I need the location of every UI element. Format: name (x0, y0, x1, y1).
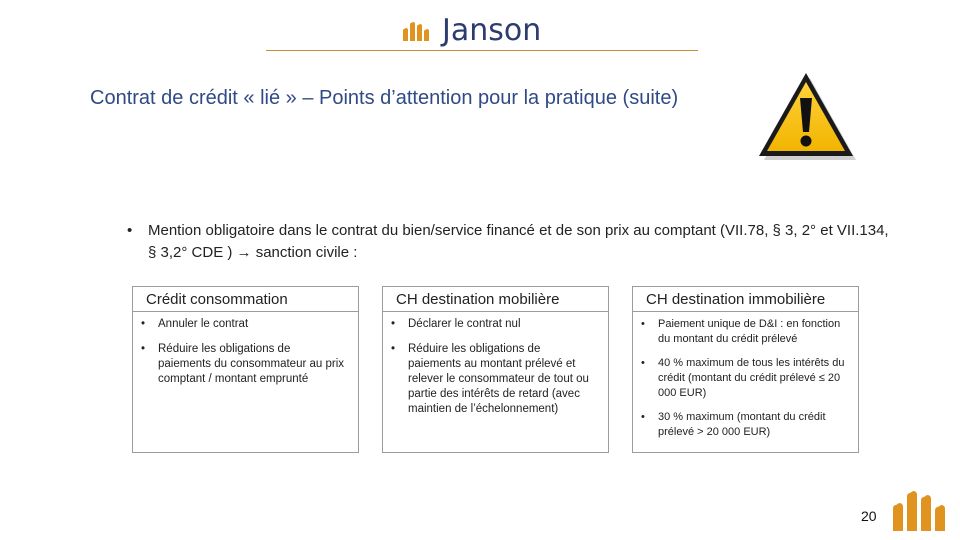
column-heading-ch-immobiliere: CH destination immobilière (632, 286, 859, 312)
janson-logo (403, 14, 541, 48)
column-body-ch-immobiliere (632, 312, 859, 453)
warning-triangle-icon (756, 70, 860, 169)
page-number: 20 (861, 508, 877, 524)
column-body-credit-consommation (132, 312, 359, 453)
main-bullet-text: Mention obligatoire dans le contrat du bien/service financé et de son prix au comptant (VII.78, § 3, 2° et VII.134, § 3,2° CDE ) → sanction civile : (148, 222, 889, 261)
list-item: • Annuler le contrat (141, 318, 249, 330)
list-item: • Paiement unique de D&I : en fonction du montant du crédit prélevé (641, 318, 841, 345)
column-heading-ch-mobiliere: CH destination mobilière (382, 286, 609, 312)
janson-logo-mark-icon (403, 19, 433, 43)
column-body-ch-mobiliere (382, 312, 609, 453)
list-item: • Réduire les obligations de paiements du consommateur au prix comptant / montant emprunté (141, 343, 345, 385)
list-item: • Réduire les obligations de paiements au montant prélevé et relever le consommateur de tout ou partie des intérêts de retard (avec maintien de l’échelonnement) (391, 343, 589, 415)
janson-corner-mark-icon (893, 487, 955, 538)
header-divider (266, 50, 698, 51)
main-bullet (127, 220, 897, 264)
list-item: • Déclarer le contrat nul (391, 318, 521, 330)
list-item: • 30 % maximum (montant du crédit prélevé > 20 000 EUR) (641, 411, 826, 438)
brand-name: Janson (442, 13, 542, 48)
slide-title: Contrat de crédit « lié » – Points d’attention pour la pratique (suite) (90, 87, 679, 109)
column-heading-credit-consommation: Crédit consommation (132, 286, 359, 312)
list-item: • 40 % maximum de tous les intérêts du crédit (montant du crédit prélevé ≤ 20 000 EUR) (641, 357, 845, 399)
bullet-dot: • (127, 222, 133, 239)
